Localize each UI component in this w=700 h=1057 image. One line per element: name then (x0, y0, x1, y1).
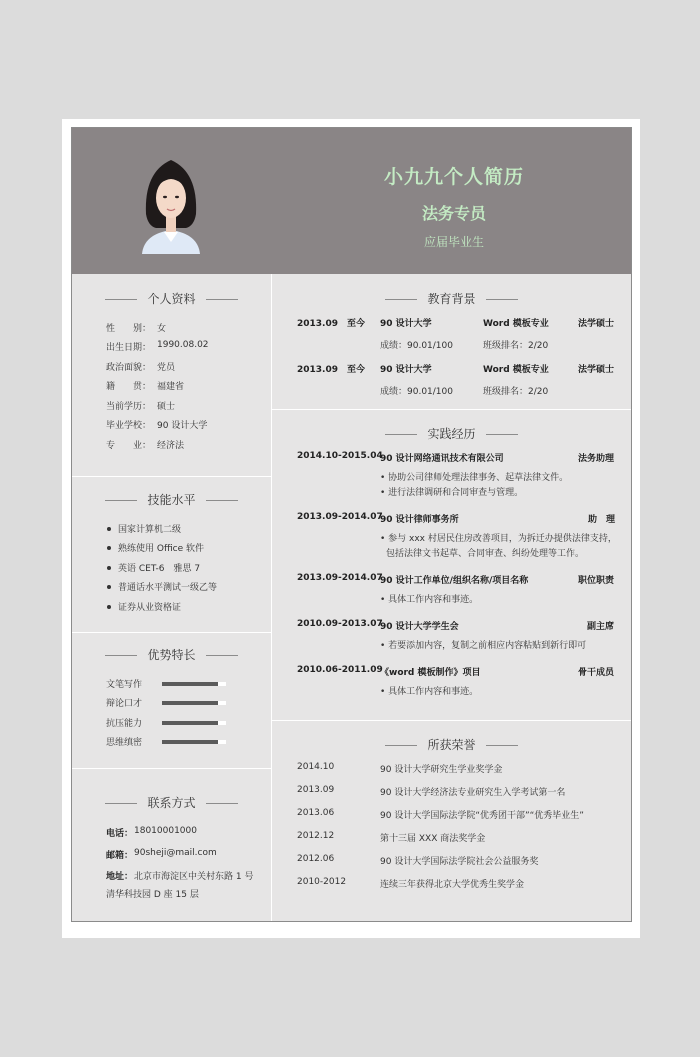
practice-detail: • 进行法律调研和合同审查与管理。 (380, 485, 523, 498)
strength-label: 文笔写作 (106, 680, 143, 690)
strength-bar (162, 740, 226, 744)
resume-header (72, 128, 631, 274)
field-label: 毕业学校： (106, 421, 152, 431)
edu-rank: 班级排名：2/20 (483, 341, 549, 351)
skill-text: 证券从业资格证 (118, 603, 182, 613)
practice-period: 2014.10-2015.04 (297, 451, 383, 461)
field-value: 硕士 (157, 402, 176, 412)
honor-date: 2013.06 (297, 808, 335, 818)
field-label: 政治面貌： (106, 363, 152, 373)
section-title: 优势特长 (72, 646, 271, 663)
address-line: 北京市海淀区中关村东路 1 号 (134, 872, 254, 882)
edu-school: 90 设计大学 (380, 319, 432, 329)
edu-major: Word 模板专业 (483, 319, 549, 329)
resume-sheet (62, 119, 640, 938)
practice-detail: • 协助公司律师处理法律事务、起草法律文件。 (380, 470, 568, 483)
bullet-icon (107, 585, 111, 589)
edu-period: 2013.09 至今 (297, 319, 365, 329)
candidate-status: 应届毕业生 (423, 235, 484, 249)
practice-org: 90 设计网络通讯技术有限公司 (380, 454, 504, 464)
left-column (72, 274, 272, 921)
practice-org: 90 设计大学学生会 (380, 622, 459, 632)
practice-org: 90 设计律师事务所 (380, 515, 459, 525)
honor-text: 90 设计大学经济法专业研究生入学考试第一名 (380, 788, 566, 798)
edu-rank: 班级排名：2/20 (483, 387, 549, 397)
strength-bar (162, 682, 226, 686)
honor-date: 2010-2012 (297, 877, 347, 887)
honor-text: 连续三年获得北京大学优秀生奖学金 (380, 880, 525, 890)
strength-bar-fill (162, 682, 218, 686)
section-title: 所获荣誉 (272, 736, 631, 753)
skill-text: 熟练使用 Office 软件 (118, 544, 204, 554)
practice-position: 法务助理 (578, 454, 615, 464)
section-title: 教育背景 (272, 290, 631, 307)
honor-date: 2012.12 (297, 831, 335, 841)
practice-org: 90 设计工作单位/组织名称/项目名称 (380, 576, 529, 586)
strengths-section (72, 632, 271, 768)
practice-detail: • 若要添加内容，复制之前相应内容粘贴到新行即可 (380, 638, 586, 651)
practice-org: 《word 模板制作》项目 (380, 668, 481, 678)
field-label: 当前学历： (106, 402, 152, 412)
practice-position: 职位职责 (578, 576, 615, 586)
practice-period: 2013.09-2014.07 (297, 573, 383, 583)
strength-label: 思维缜密 (106, 738, 143, 748)
field-label: 出生日期： (106, 343, 152, 353)
honor-date: 2012.06 (297, 854, 335, 864)
strength-label: 抗压能力 (106, 719, 143, 729)
honor-text: 第十三届 XXX 商法奖学金 (380, 834, 486, 844)
field-value: 女 (157, 324, 167, 334)
edu-degree: 法学硕士 (578, 319, 615, 329)
strength-bar (162, 701, 226, 705)
section-title: 个人资料 (72, 290, 271, 307)
edu-major: Word 模板专业 (483, 365, 549, 375)
field-value: 1990.08.02 (157, 340, 209, 350)
honor-date: 2014.10 (297, 762, 335, 772)
practice-position: 副主席 (587, 622, 615, 632)
bullet-icon (107, 605, 111, 609)
strength-bar (162, 721, 226, 725)
strength-bar-fill (162, 740, 218, 744)
edu-degree: 法学硕士 (578, 365, 615, 375)
skill-text: 国家计算机二级 (118, 525, 182, 535)
honor-text: 90 设计大学国际法学院社会公益服务奖 (380, 857, 539, 867)
field-label: 籍 贯： (106, 382, 152, 392)
honor-text: 90 设计大学研究生学业奖学金 (380, 765, 503, 775)
personal-section (72, 274, 271, 476)
field-value: 经济法 (157, 441, 185, 451)
address-line: 清华科技园 D 座 15 层 (106, 890, 199, 900)
edu-score: 成绩：90.01/100 (380, 341, 453, 351)
field-value: 福建省 (157, 382, 185, 392)
bullet-icon (107, 546, 111, 550)
honor-date: 2013.09 (297, 785, 335, 795)
honors-section (272, 720, 631, 921)
resume-page (71, 127, 632, 922)
email-label: 邮箱： (106, 851, 134, 861)
field-label: 性 别： (106, 324, 152, 334)
practice-detail: • 具体工作内容和事迹。 (380, 592, 478, 605)
phone-label: 电话： (106, 829, 134, 839)
skill-text: 英语 CET-6 雅思 7 (118, 564, 201, 574)
profile-photo (138, 152, 204, 254)
email-value[interactable]: 90sheji@mail.com (134, 848, 217, 858)
section-title: 实践经历 (272, 425, 631, 442)
practice-period: 2010.09-2013.07 (297, 619, 383, 629)
honor-text: 90 设计大学国际法学院“优秀团干部”“优秀毕业生” (380, 811, 584, 821)
address-label: 地址： (106, 872, 134, 882)
bullet-icon (107, 566, 111, 570)
phone-value: 18010001000 (134, 826, 197, 836)
field-value: 党员 (157, 363, 176, 373)
practice-position: 骨干成员 (578, 668, 615, 678)
bullet-icon (107, 527, 111, 531)
field-value: 90 设计大学 (157, 421, 208, 431)
resume-title: 小九九个人简历 (383, 166, 524, 188)
section-title: 技能水平 (72, 491, 271, 508)
job-title: 法务专员 (421, 204, 486, 223)
edu-period: 2013.09 至今 (297, 365, 365, 375)
practice-position: 助 理 (588, 515, 616, 525)
right-column (272, 274, 631, 921)
practice-period: 2010.06-2011.09 (297, 665, 383, 675)
practice-detail: • 具体工作内容和事迹。 (380, 684, 478, 697)
field-label: 专 业： (106, 441, 152, 451)
strength-label: 辩论口才 (106, 699, 143, 709)
skill-text: 普通话水平测试一级乙等 (118, 583, 218, 593)
practice-section (272, 409, 631, 720)
practice-detail: • 参与 xxx 村居民住房改善项目，为拆迁办提供法律支持， (380, 531, 617, 544)
practice-period: 2013.09-2014.07 (297, 512, 383, 522)
education-section (272, 274, 631, 409)
skills-section (72, 476, 271, 632)
edu-score: 成绩：90.01/100 (380, 387, 453, 397)
practice-detail: 包括法律文书起草、合同审查、纠纷处理等工作。 (386, 549, 585, 559)
strength-bar-fill (162, 721, 218, 725)
section-title: 联系方式 (72, 794, 271, 811)
edu-school: 90 设计大学 (380, 365, 432, 375)
contact-section (72, 768, 271, 921)
strength-bar-fill (162, 701, 218, 705)
